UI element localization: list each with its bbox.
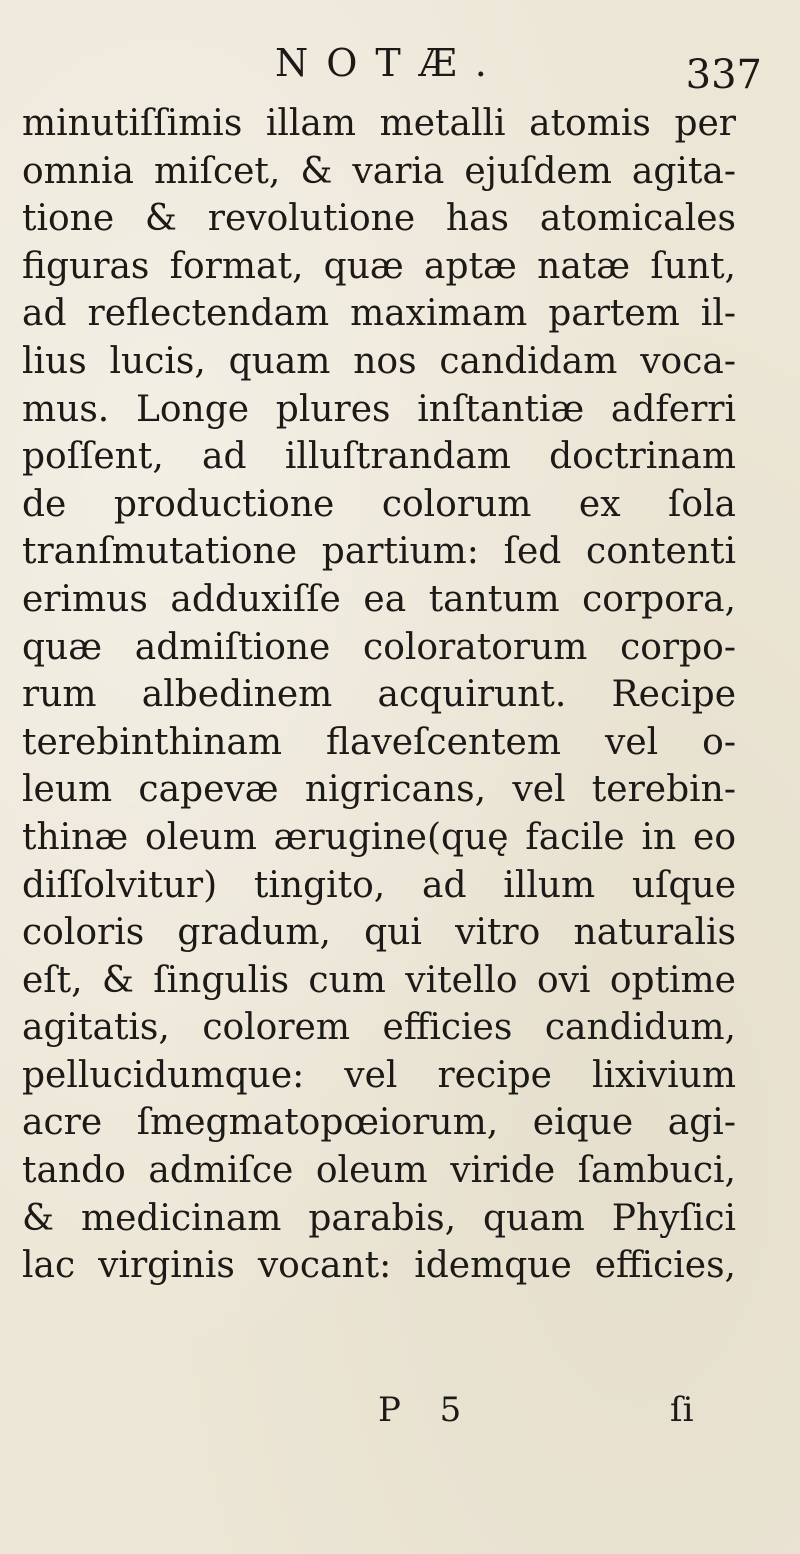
text-line: terebinthinam flaveſcentem vel o- xyxy=(22,721,736,763)
text-line: erimus adduxiſſe ea tantum corpora, xyxy=(22,578,736,620)
text-line: eſt, & ſingulis cum vitello ovi optime xyxy=(22,959,736,1001)
signature-mark: P 5 xyxy=(378,1390,476,1430)
body-text xyxy=(22,100,736,1290)
text-line: lac virginis vocant: idemque efficies, xyxy=(22,1245,736,1287)
text-line: minutiſſimis illam metalli atomis per xyxy=(22,103,736,144)
text-line: mus. Longe plures inſtantiæ adferri xyxy=(22,388,736,430)
text-line: de productione colorum ex ſola xyxy=(22,483,736,525)
text-line: lius lucis, quam nos candidam voca- xyxy=(22,340,736,382)
text-line: agitatis, colorem efficies candidum, xyxy=(22,1007,736,1049)
catchword: ſi xyxy=(670,1390,694,1430)
text-line: thinæ oleum ærugine(quę facile in eo xyxy=(22,816,736,858)
text-line: pellucidumque: vel recipe lixivium xyxy=(22,1054,736,1096)
text-line: acre ſmegmatopœiorum, eique agi- xyxy=(22,1102,736,1144)
text-line: figuras format, quæ aptæ natæ ſunt, xyxy=(22,245,736,287)
text-line: tranſmutatione partium: ſed contenti xyxy=(22,531,736,573)
running-head: NOTÆ. xyxy=(275,41,505,85)
text-line: omnia miſcet, & varia ejuſdem agita- xyxy=(22,150,736,192)
text-line: tione & revolutione has atomicales xyxy=(22,198,736,240)
page-footer xyxy=(0,1385,800,1435)
text-line: coloris gradum, qui vitro naturalis xyxy=(22,912,736,954)
text-line: quæ admiſtione coloratorum corpo- xyxy=(22,626,736,668)
page-number: 337 xyxy=(685,52,762,98)
text-line: poſſent, ad illuſtrandam doctrinam xyxy=(22,436,736,478)
text-line: diſſolvitur) tingito, ad illum uſque xyxy=(22,864,736,906)
text-line: leum capevæ nigricans, vel terebin- xyxy=(22,769,736,811)
text-line: rum albedinem acquirunt. Recipe xyxy=(22,674,736,716)
page-header xyxy=(0,38,800,98)
text-line: tando admiſce oleum viride ſambuci, xyxy=(22,1150,736,1192)
text-line: & medicinam parabis, quam Phyſici xyxy=(22,1197,736,1239)
text-line: ad reflectendam maximam partem il- xyxy=(22,293,736,335)
